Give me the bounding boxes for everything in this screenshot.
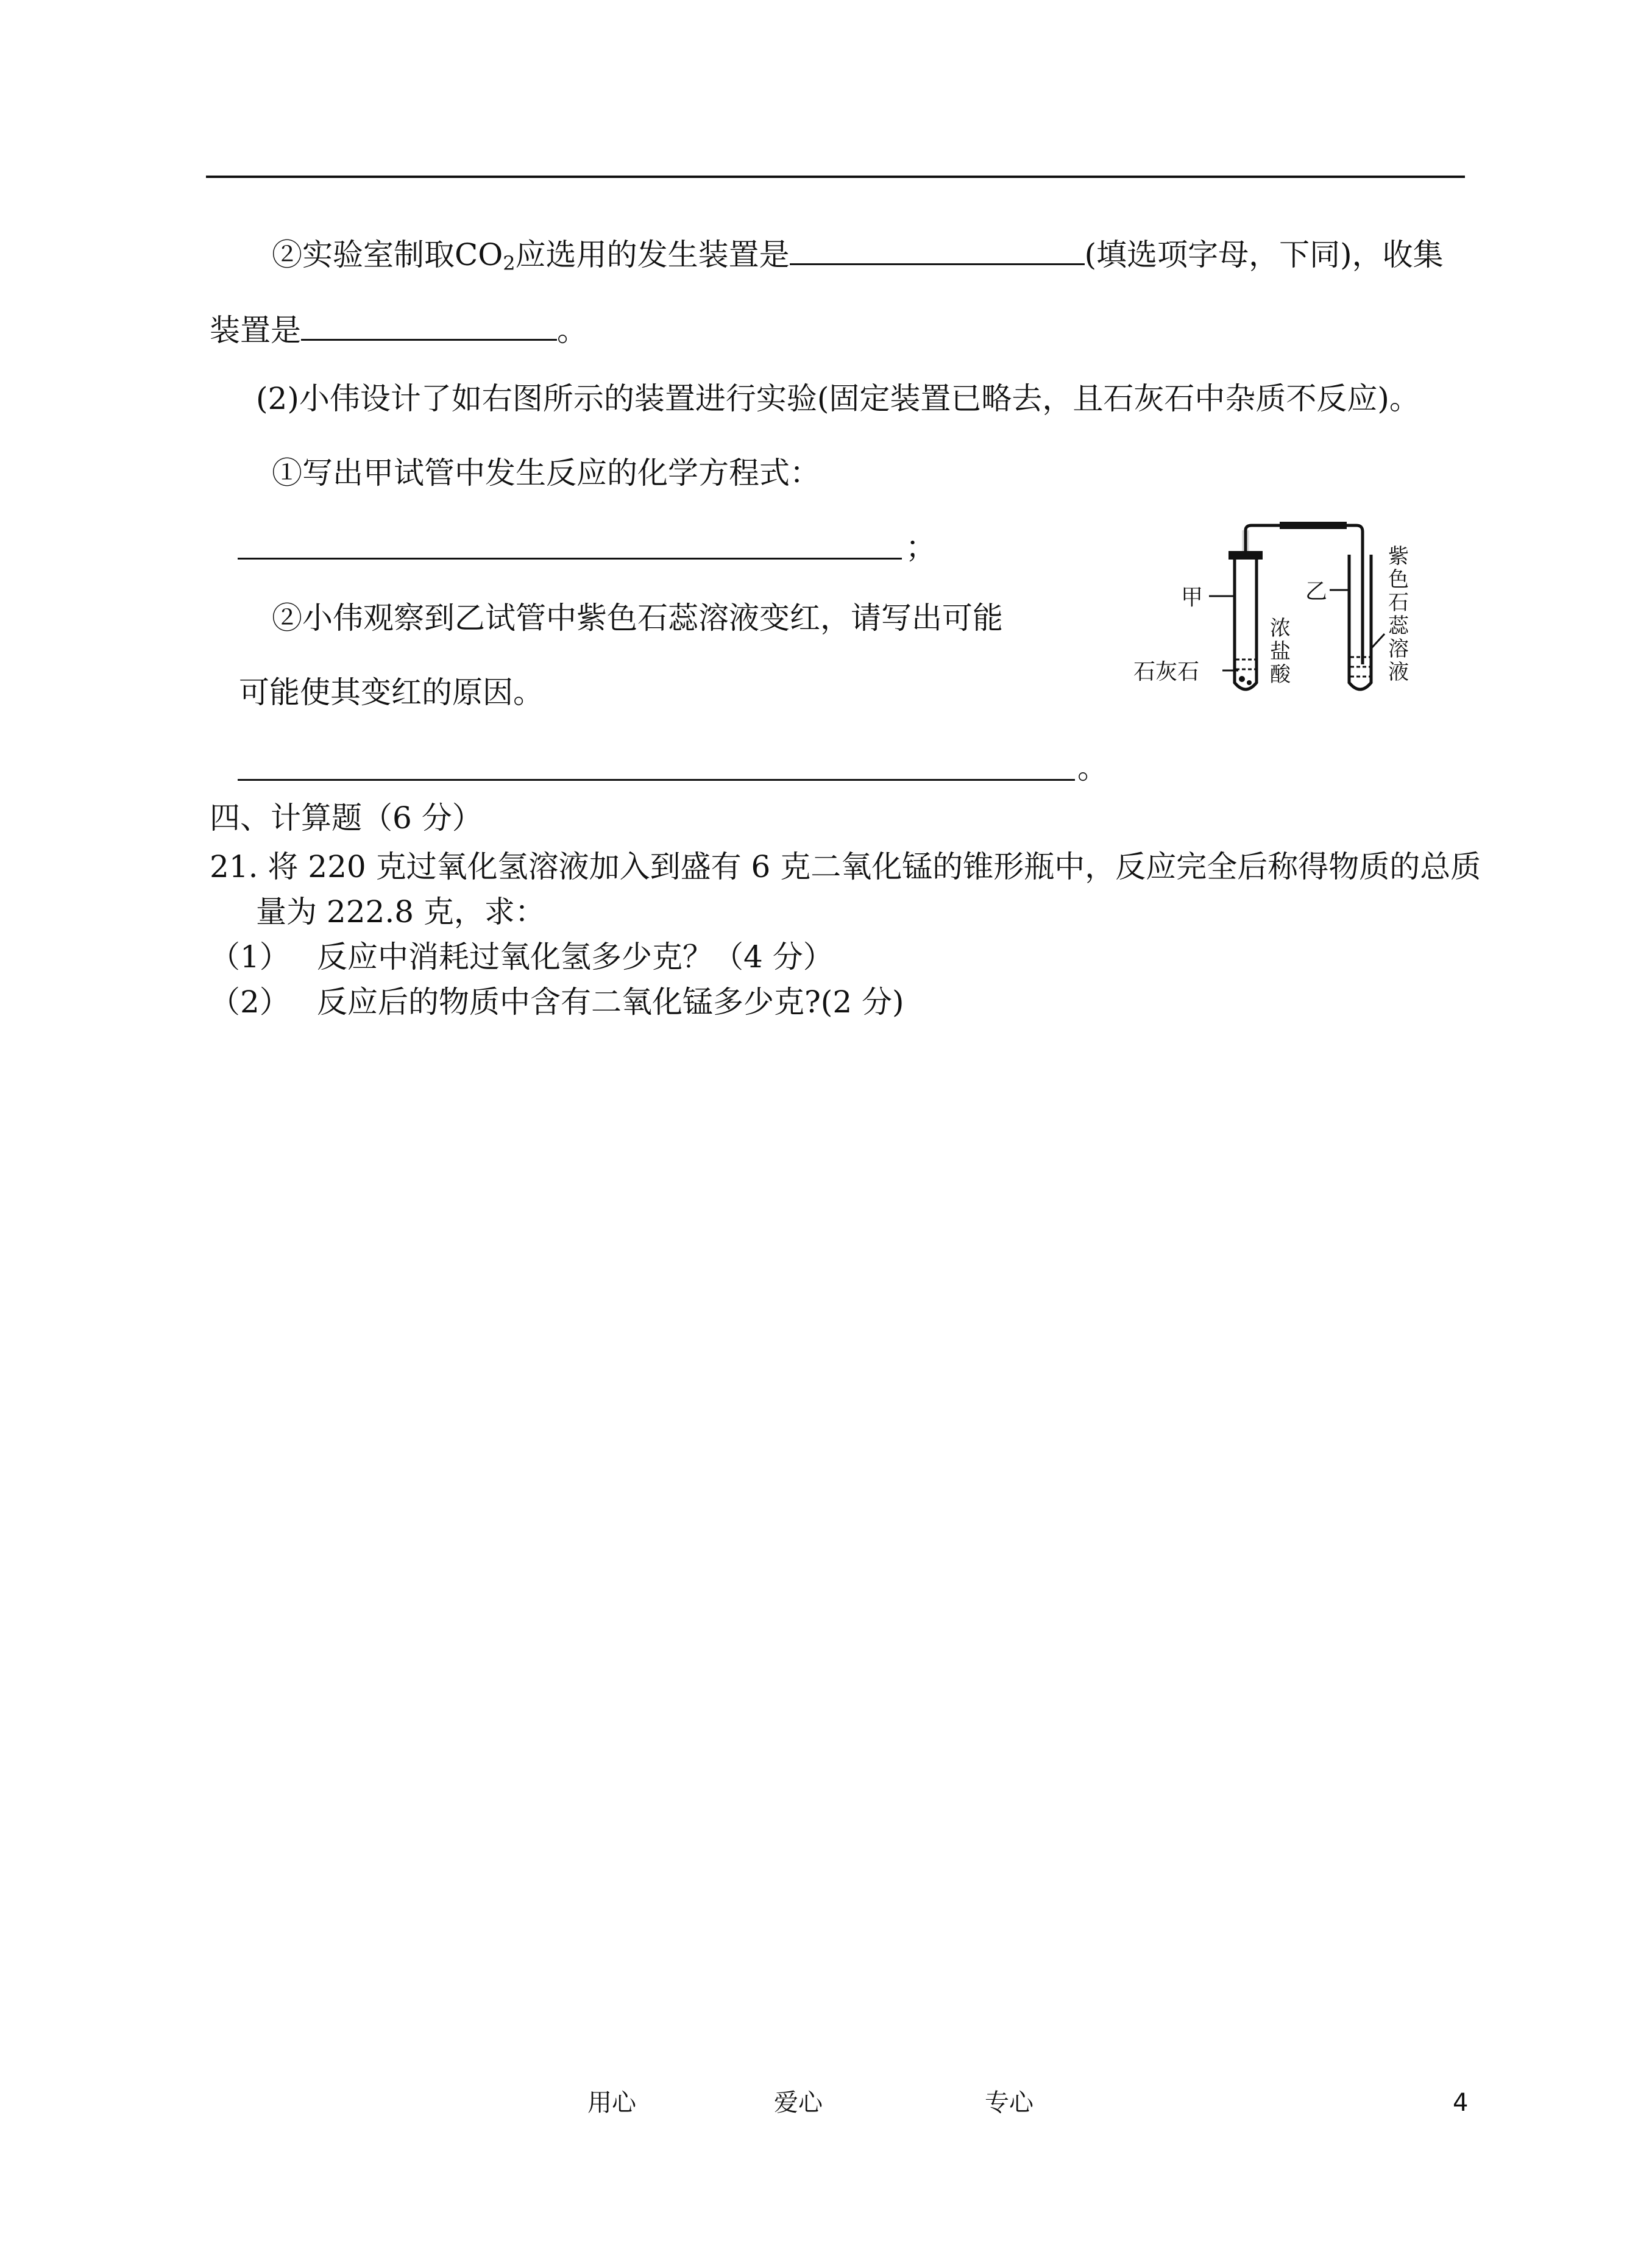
svg-text:紫: 紫: [1388, 544, 1409, 569]
label-litmus-solution: [1388, 544, 1409, 684]
header-rule: [206, 176, 1465, 178]
label-limestone: 石灰石: [1133, 659, 1200, 684]
svg-text:蕊: 蕊: [1388, 614, 1409, 638]
q2-sub1: ①写出甲试管中发生反应的化学方程式：: [272, 455, 820, 491]
label-yi: 乙: [1305, 579, 1328, 604]
test-tube-apparatus-figure: [1133, 518, 1426, 701]
section4-heading: 四、计算题（6 分）: [210, 800, 483, 836]
svg-text:酸: 酸: [1270, 663, 1291, 687]
collection-apparatus-blank[interactable]: [301, 306, 557, 341]
q21-item-1-text: 反应中消耗过氧化氢多少克？（4 分）: [317, 939, 834, 975]
q2-sub2-line1: ②小伟观察到乙试管中紫色石蕊溶液变红，请写出可能: [272, 600, 1003, 636]
q21-item-2-text: 反应后的物质中含有二氧化锰多少克?(2 分): [317, 984, 904, 1020]
rubber-connector: [1280, 522, 1347, 529]
q21-item-2: （2）: [210, 984, 290, 1020]
equation-answer-line[interactable]: [238, 558, 902, 560]
q2-sub2-end: 。: [1077, 750, 1108, 786]
svg-text:石: 石: [1388, 591, 1409, 615]
delivery-tube-left: [1246, 525, 1337, 551]
footer-word-3: 专心: [985, 2089, 1034, 2117]
footer-word-2: 爱心: [774, 2089, 823, 2117]
svg-text:浓: 浓: [1270, 616, 1291, 641]
co2-question-line2: 装置是 。: [210, 306, 587, 349]
label-conc-hcl: [1270, 616, 1291, 687]
limestone-chunk: [1239, 676, 1245, 682]
svg-text:液: 液: [1388, 660, 1409, 684]
svg-text:盐: 盐: [1270, 639, 1291, 664]
stopper: [1228, 551, 1263, 560]
test-tube-yi: [1349, 555, 1371, 689]
q21-item-1: （1）: [210, 939, 290, 975]
svg-text:溶: 溶: [1388, 637, 1409, 661]
q2-intro: (2)小伟设计了如右图所示的装置进行实验(固定装置已略去，且石灰石中杂质不反应)。: [256, 381, 1420, 416]
footer-word-1: 用心: [587, 2089, 636, 2117]
generation-apparatus-blank[interactable]: [790, 230, 1085, 265]
label-jia: 甲: [1181, 585, 1204, 610]
page-number: 4: [1453, 2089, 1469, 2117]
svg-text:色: 色: [1388, 567, 1409, 592]
reason-answer-line[interactable]: [238, 779, 1075, 781]
q21-line2: 量为 222.8 克，求：: [256, 894, 545, 930]
q2-sub1-end: ；: [906, 530, 936, 565]
co2-question-line1: ②实验室制取$CO_2$应选用的发生装置是 (填选项字母，下同)，收集: [272, 230, 1444, 282]
q2-sub2-line2: 可能使其变红的原因。: [239, 675, 544, 710]
q21-line1: 21. 将 220 克过氧化氢溶液加入到盛有 6 克二氧化锰的锥形瓶中，反应完全后称得物质的总质: [210, 849, 1481, 884]
